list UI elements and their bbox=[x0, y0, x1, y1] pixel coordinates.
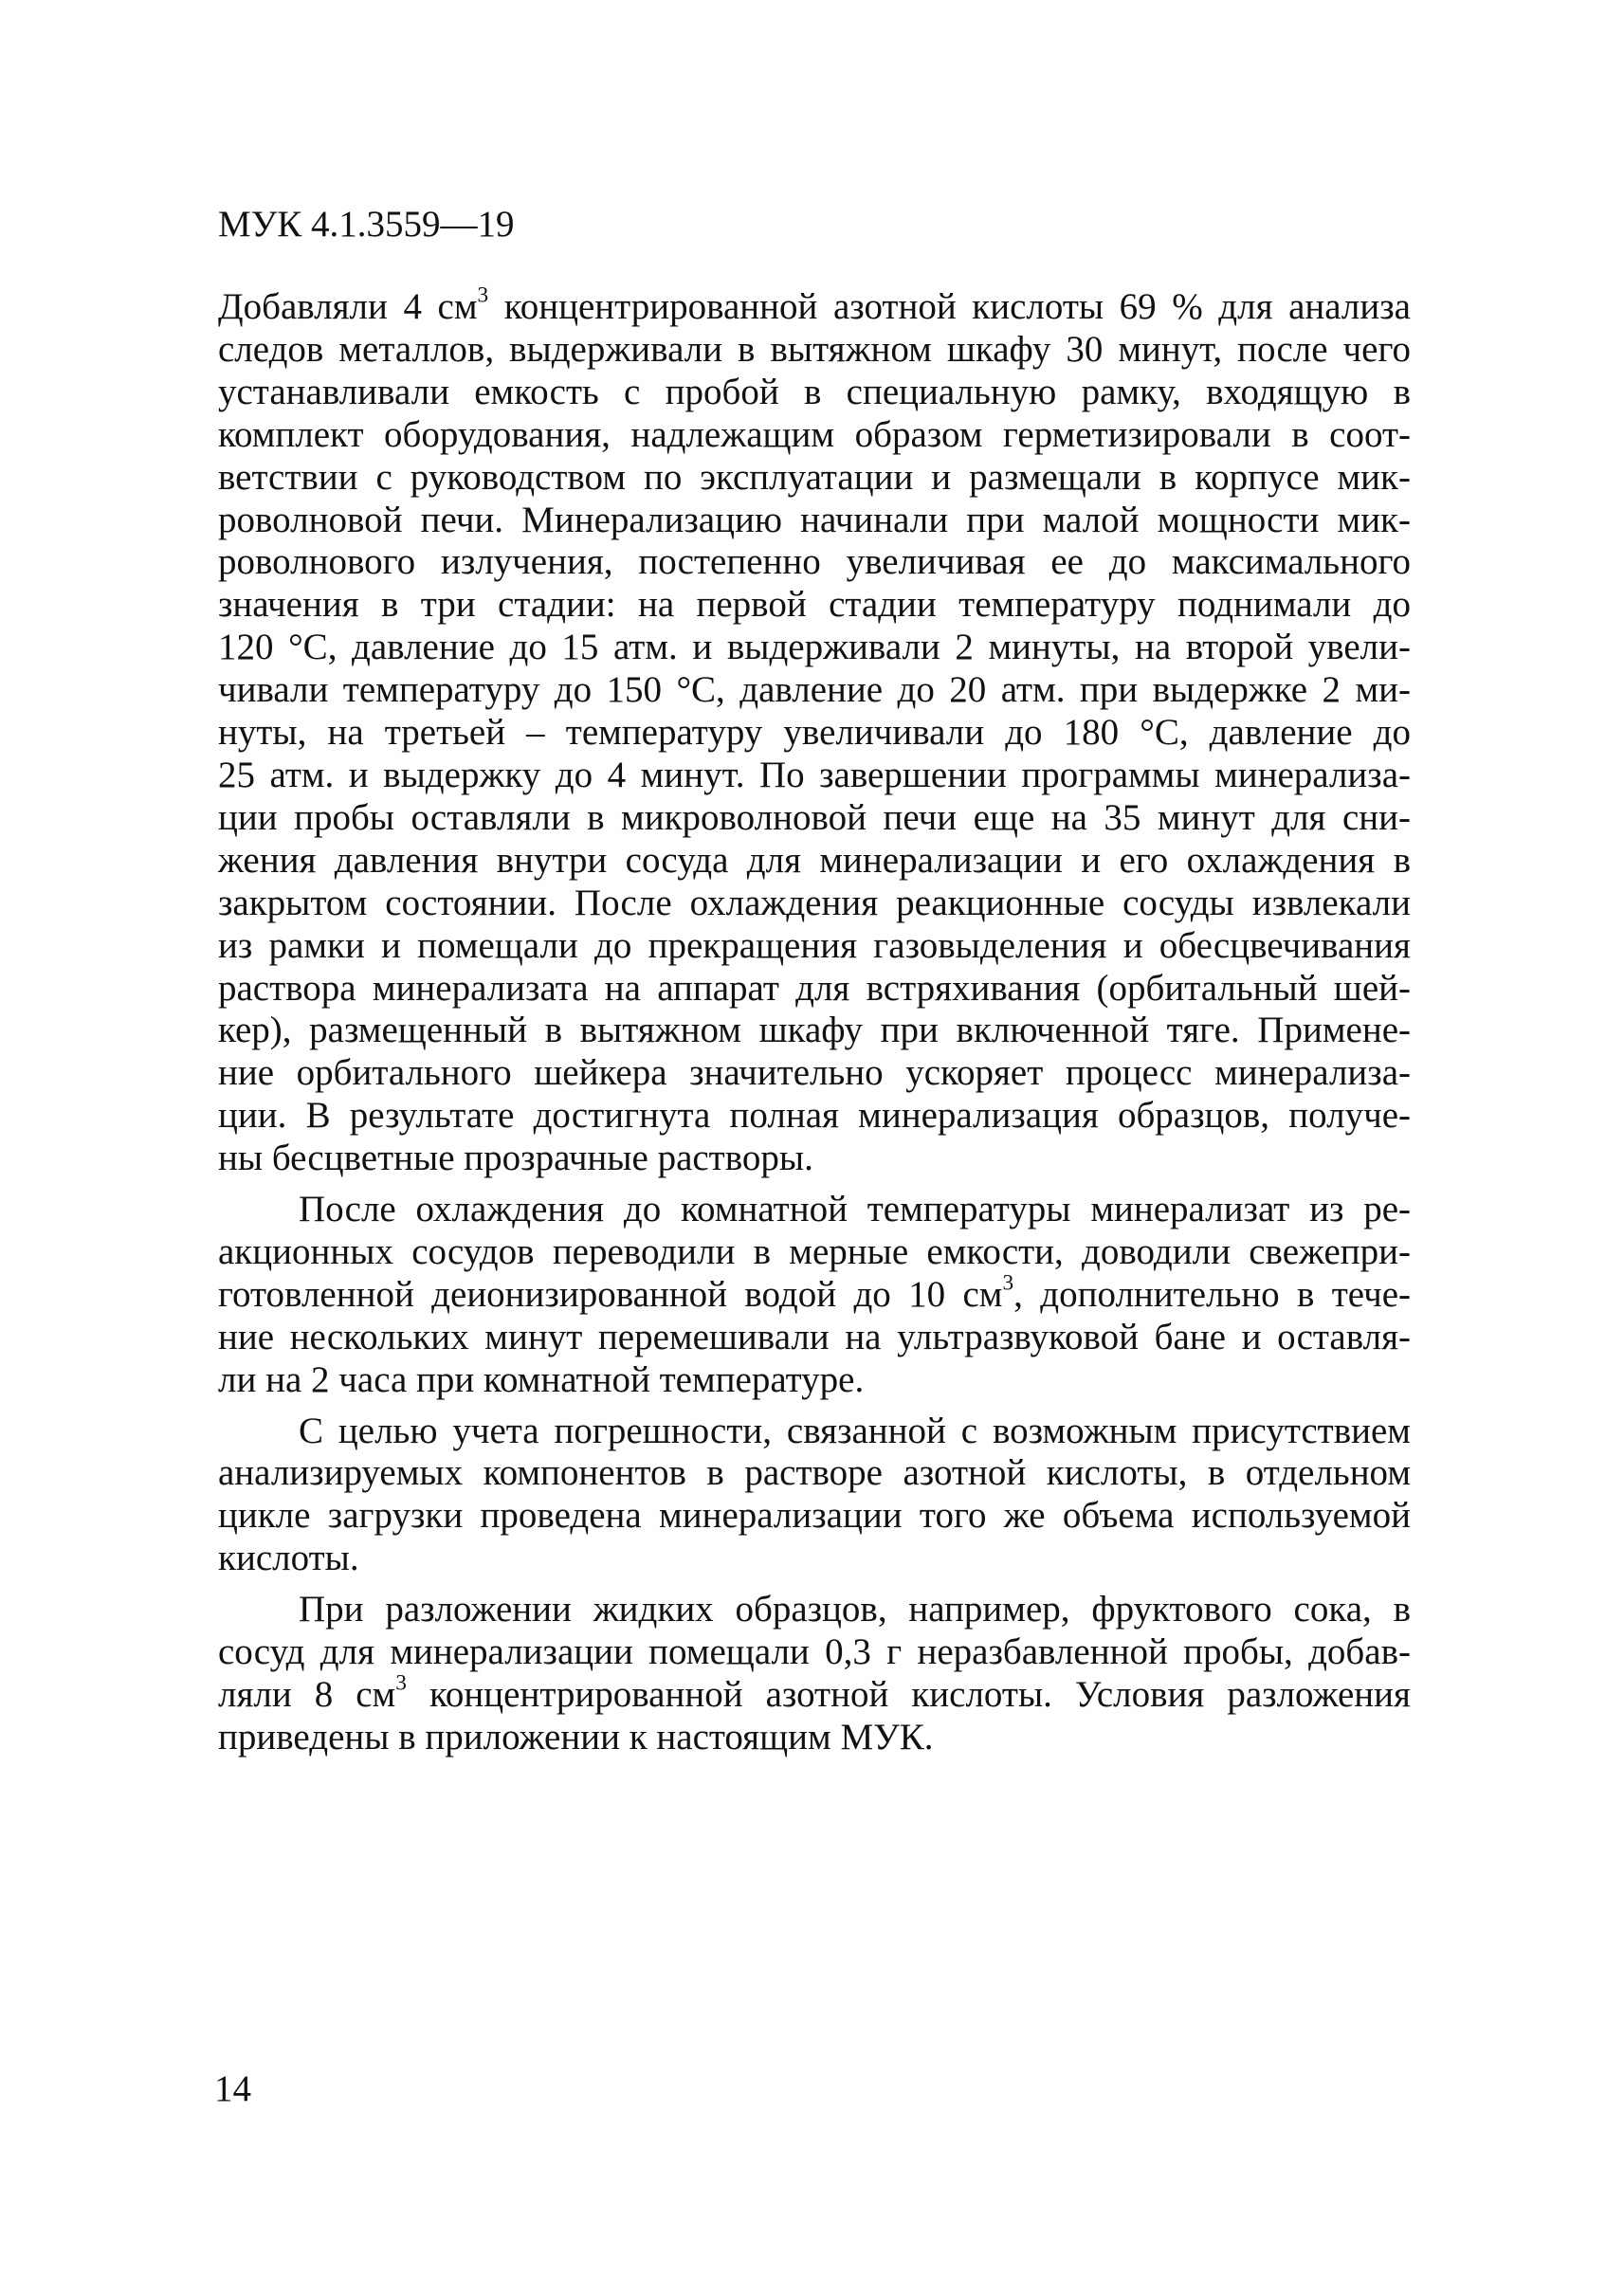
text-line: закрытом состоянии. После охлаждения реакционные сосуды извлекали bbox=[218, 882, 1411, 923]
text-line: раствора минерализата на аппарат для встряхивания (орбитальный шей- bbox=[218, 967, 1411, 1009]
text-line: кер), размещенный в вытяжном шкафу при включенной тяге. Примене- bbox=[218, 1010, 1411, 1051]
body-text bbox=[218, 282, 1411, 1759]
text-line: устанавливали емкость с пробой в специальную рамку, входящую в bbox=[218, 371, 1411, 412]
text-line: ние нескольких минут перемешивали на ультразвуковой бане и оставля- bbox=[218, 1316, 1411, 1357]
paragraph-4 bbox=[218, 1589, 1411, 1759]
text-line: ли на 2 часа при комнатной температуре. bbox=[218, 1358, 865, 1400]
text-line: анализируемых компонентов в растворе азотной кислоты, в отдельном bbox=[218, 1452, 1411, 1494]
text-line: жения давления внутри сосуда для минерализации и его охлаждения в bbox=[218, 839, 1411, 881]
paragraph-3 bbox=[218, 1411, 1411, 1581]
text-line: роволнового излучения, постепенно увеличивая ее до максимального bbox=[218, 541, 1411, 583]
superscript: 3 bbox=[477, 282, 489, 308]
text-line: следов металлов, выдерживали в вытяжном шкафу 30 минут, после чего bbox=[218, 328, 1411, 370]
text-line: роволновой печи. Минерализацию начинали при малой мощности мик- bbox=[218, 499, 1411, 540]
text-line: ние орбитального шейкера значительно ускоряет процесс минерализа- bbox=[218, 1052, 1411, 1094]
superscript: 3 bbox=[395, 1670, 407, 1696]
text-line: чивали температуру до 150 °C, давление до 20 атм. при выдержке 2 ми- bbox=[218, 669, 1411, 711]
text-line: кислоты. bbox=[218, 1538, 359, 1579]
text-line: приведены в приложении к настоящим МУК. bbox=[218, 1716, 934, 1758]
text-line: ветствии с руководством по эксплуатации и размещали в корпусе мик- bbox=[218, 456, 1411, 498]
text-line: цикле загрузки проведена минерализации того же объема используемой bbox=[218, 1495, 1411, 1537]
text-line: ны бесцветные прозрачные растворы. bbox=[218, 1138, 813, 1179]
text-line: комплект оборудования, надлежащим образом герметизировали в соот- bbox=[218, 413, 1411, 455]
text-line: ции пробы оставляли в микроволновой печи еще на 35 минут для сни- bbox=[218, 796, 1411, 838]
text-line: При разложении жидких образцов, например, фруктового сока, в bbox=[299, 1589, 1411, 1630]
text-line: сосуд для минерализации помещали 0,3 г неразбавленной пробы, добав- bbox=[218, 1631, 1411, 1673]
text-line: ляли 8 $см^3$ концентрированной азотной кислоты. Условия разложения bbox=[218, 1670, 1411, 1715]
text-line: После охлаждения до комнатной температуры минерализат из ре- bbox=[299, 1189, 1411, 1230]
text-line: Добавляли 4 $см^3$ концентрированной азотной кислоты 69 % для анализа bbox=[218, 282, 1411, 327]
page-number: 14 bbox=[214, 2068, 251, 2109]
paragraph-2 bbox=[218, 1189, 1411, 1402]
text-line: 25 атм. и выдержку до 4 минут. По завершении программы минерализа- bbox=[218, 754, 1411, 795]
running-header: МУК 4.1.3559—19 bbox=[218, 204, 515, 245]
text-line: из рамки и помещали до прекращения газовыделения и обесцвечивания bbox=[218, 924, 1411, 966]
text-line: готовленной деионизированной водой до 10 $см^3$, дополнительно в тече- bbox=[218, 1270, 1411, 1315]
text-line: акционных сосудов переводили в мерные емкости, доводили свежепри- bbox=[218, 1230, 1411, 1272]
text-line: С целью учета погрешности, связанной с возможным присутствием bbox=[299, 1410, 1411, 1451]
superscript: 3 bbox=[1002, 1270, 1014, 1296]
paragraph-1 bbox=[218, 282, 1411, 1180]
text-line: нуты, на третьей – температуру увеличивали до 180 °C, давление до bbox=[218, 712, 1411, 754]
text-line: значения в три стадии: на первой стадии температуру поднимали до bbox=[218, 584, 1411, 626]
text-line: ции. В результате достигнута полная минерализация образцов, получе- bbox=[218, 1095, 1411, 1137]
text-line: 120 °C, давление до 15 атм. и выдерживали 2 минуты, на второй увели- bbox=[218, 627, 1411, 668]
